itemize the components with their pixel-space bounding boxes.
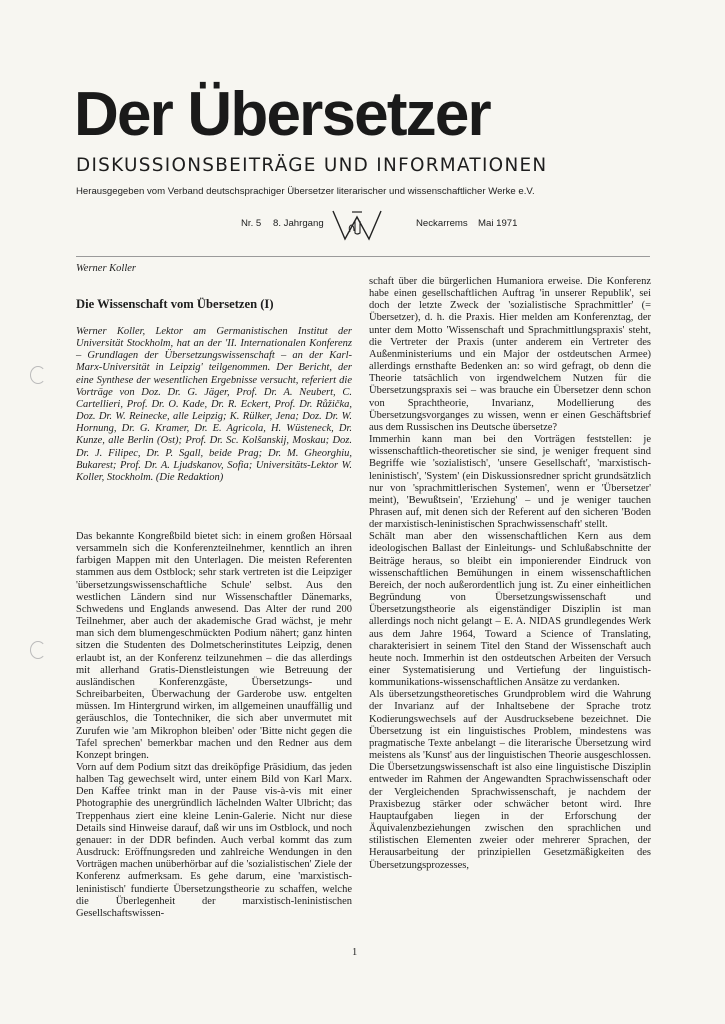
paragraph: Das bekannte Kongreßbild bietet sich: in einem großen Hörsaal versammeln sich die Konferenzteilnehmer, kenntlich an ihren farbigen Mappen mit den Unterlagen. Die meisten Referenten stammen aus dem Ostblock; sehr stark vertreten ist die Leipziger 'übersetzungswissenschaftliche Schule' selbst. Aus den westlichen Ländern sind nur Wissenschaftler Dänemarks, Schwedens und Englands anwesend. Das Alter der rund 200 Teilnehmer, aber auch der akademische Grad wächst, je mehr man sich dem blumengeschmückten Podium nähert; ganz hinten sitzen die Studenten des Dolmetscherinstitutes Leipzig, denen erlaubt ist, an der Konferenz teilzunehmen – die das allerdings mit allerhand Gratis-Dienstleistungen wie Betreuung der ausländischen Konferenzgäste, Übersetzungs- und Schreibarbeiten, Überwachung der Garderobe usw. entgelten müssen. Im Hintergrund wirken, im allgemeinen unauffällig und geräuschlos, die Tontechniker, die sich aber unvermutet mit Zurufen wie 'am Mikrophon bleiben' oder 'Bitte nicht gegen die Tafel sprechen' bemerkbar machen und den Redner aus dem Konzept bringen. xyxy=(76,531,352,761)
author: Werner Koller xyxy=(76,263,136,274)
column-2 xyxy=(369,276,651,872)
punch-hole xyxy=(30,366,46,384)
paragraph: schaft über die bürgerlichen Humaniora erweise. Die Konferenz habe einen gesellschaftlichen Auftrag 'in unserer Republik', sei doch der letzte Zweck der 'sozialistische Sprachmittler' (= Übersetzer), d. h. die Praxis. Hier melden am Konferenztag, der unter dem Motto 'Wissenschaft und Sprachmittlungspraxis' steht, die Vertreter der Praxis (unter anderem ein Vertreter des Außenministeriums und ein Major der ostdeutschen Armee) allerdings ernsthafte Bedenken an: so wird gefragt, ob denn die Theorie tatsächlich von irgendwelchem Nutzen für die Übersetzungspraxis sei – was brauche ein Übersetzer denn schon von Sprachtheorie, Invarianz, Modellierung des Übersetzungsvorganges zu wissen, wenn er einen Geschäftsbrief aus dem Russischen ins Deutsche übersetze? xyxy=(369,276,651,433)
masthead-subtitle: DISKUSSIONSBEITRÄGE UND INFORMATIONEN xyxy=(76,155,548,176)
page-number: 1 xyxy=(352,947,358,958)
paragraph: Als übersetzungstheoretisches Grundproblem wird die Wahrung der Invarianz auf der Inhaltsebene der Sprache trotz Kodierungswechsels auf der Ausdrucksebene bezeichnet. Die Übersetzung ist ein linguistisches Problem, mindestens was pragmatische Texte anbelangt – die literarische Übersetzung wird meistens als 'Kunst' aus der linguistischen Theorie ausgeschlossen. Die Übersetzungswissenschaft ist also eine linguistische Disziplin entweder im Rahmen der Angewandten Sprachwissenschaft oder der Vergleichenden Sprachwissenschaft, je nachdem der Praxisbezug stärker oder schwächer betont wird. Ihre Hauptaufgaben liegen in der Erforschung der Äquivalenzbeziehungen zwischen den sprachlichen und stilistischen Elementen zweier oder mehrerer Sprachen, der Herausarbeitung der prinzipiellen Gesetzmäßigkeiten des Übersetzungsprozesses, xyxy=(369,689,651,871)
paragraph: Immerhin kann man bei den Vorträgen feststellen: je wissenschaftlich-theoretischer sie sind, je weniger frequent sind Begriffe wie 'sozialistisch', 'unsere Gesellschaft', 'marxistisch-leninistisch', 'System' (ein Diskussionsredner spricht grundsätzlich nur von 'sprachmittlerischen Systemen', wenn er 'Übersetzer' meint), 'Bewußtsein', 'Erziehung' – und je weniger tauchen Phrasen auf, mit denen sich der Referent auf den sicheren 'Boden der marxistisch-leninistischen Sprachwissenschaft' stellt. xyxy=(369,434,651,531)
vdu-logo-icon xyxy=(331,207,383,243)
punch-hole xyxy=(30,641,46,659)
place: Neckarrems xyxy=(416,218,468,229)
lead-paragraph: Werner Koller, Lektor am Germanistischen Institut der Universität Stockholm, hat an der 'II. Internationalen Konferenz – Grundlagen der Übersetzungswissenschaft – an der Karl-Marx-Universität in Leipzig' teilgenommen. Der Bericht, der eine Synthese der wesentlichen Ergebnisse versucht, referiert die Vorträge von Doz. Dr. G. Jäger, Prof. Dr. A. Neubert, C. Cartellieri, Prof. Dr. O. Kade, Dr. R. Eckert, Prof. Dr. Růžička, Doz. Dr. W. Reinecke, alle Leipzig; K. Rülker, Jena; Doz. Dr. W. Hornung, Dr. G. Kramer, Dr. E. Agricola, H. Wüsteneck, Dr. Kunze, alle Berlin (Ost); Prof. Dr. Sc. Kolšanskij, Moskau; Doz. Dr. J. Filipec, Dr. P. Sgall, beide Prag; Dr. M. Gheorghiu, Bukarest; Prof. Dr. A. Ljudskanov, Sofia; Universitäts-Lektor W. Koller, Stockholm. (Die Redaktion) xyxy=(76,326,352,483)
masthead-title: Der Übersetzer xyxy=(74,80,490,149)
date: Mai 1971 xyxy=(478,218,518,229)
volume: 8. Jahrgang xyxy=(273,218,324,229)
article-title: Die Wissenschaft vom Übersetzen (I) xyxy=(76,297,274,311)
column-1 xyxy=(76,531,352,920)
paragraph: Schält man aber den wissenschaftlichen Kern aus dem ideologischen Ballast der Einleitungs- und Schlußabschnitte der Beiträge heraus, so bleibt ein imponierender Eindruck von wissenschaftlichen Bemühungen in einem wissenschaftlichen Bereich, der noch außerordentlich jung ist. Zu einer einheitlichen Begründung von Übersetzungswissenschaft und Übersetzungstheorie als eigenständiger Disziplin ist man allerdings noch nicht gelangt – E. A. NIDAS grundlegendes Werk aus dem Jahre 1964, Toward a Science of Translating, charakterisiert in seinem Titel den Stand der Wissenschaft auch heute noch. Immerhin ist den ostdeutschen Arbeiten der Versuch einer Systematisierung und Vertiefung der linguistisch-kommunikations-wissenschaftlichen Ansätze zu verdanken. xyxy=(369,531,651,689)
publisher-line: Herausgegeben vom Verband deutschsprachiger Übersetzer literarischer und wissenschaftlicher Werke e.V. xyxy=(76,186,535,197)
issue-number: Nr. 5 xyxy=(241,218,262,229)
paragraph: Vorn auf dem Podium sitzt das dreiköpfige Präsidium, das jeden halben Tag gewechselt wird, unter einem Bild von Karl Marx. Den Kaffee trinkt man in der Pause vis-à-vis mit einer Photographie des unergründlich lächelnden Walter Ulbricht; das Treppenhaus ziert eine kleine Lenin-Galerie. Nicht nur diese Details sind Hinweise darauf, daß wir uns im Ostblock, und noch genauer: in der DDR befinden. Auch verbal kommt das zum Ausdruck: Eröffnungsreden und zahlreiche Wendungen in den Vorträgen machen unüberhörbar auf die 'sozialistischen' Ziele der Konferenz aufmerksam. Es gehe darum, eine 'marxistisch-leninistisch' fundierte Übersetzungstheorie zu schaffen, welche die Überlegenheit der marxistisch-leninistischen Gesellschaftswissen- xyxy=(76,761,352,919)
divider xyxy=(76,256,650,257)
